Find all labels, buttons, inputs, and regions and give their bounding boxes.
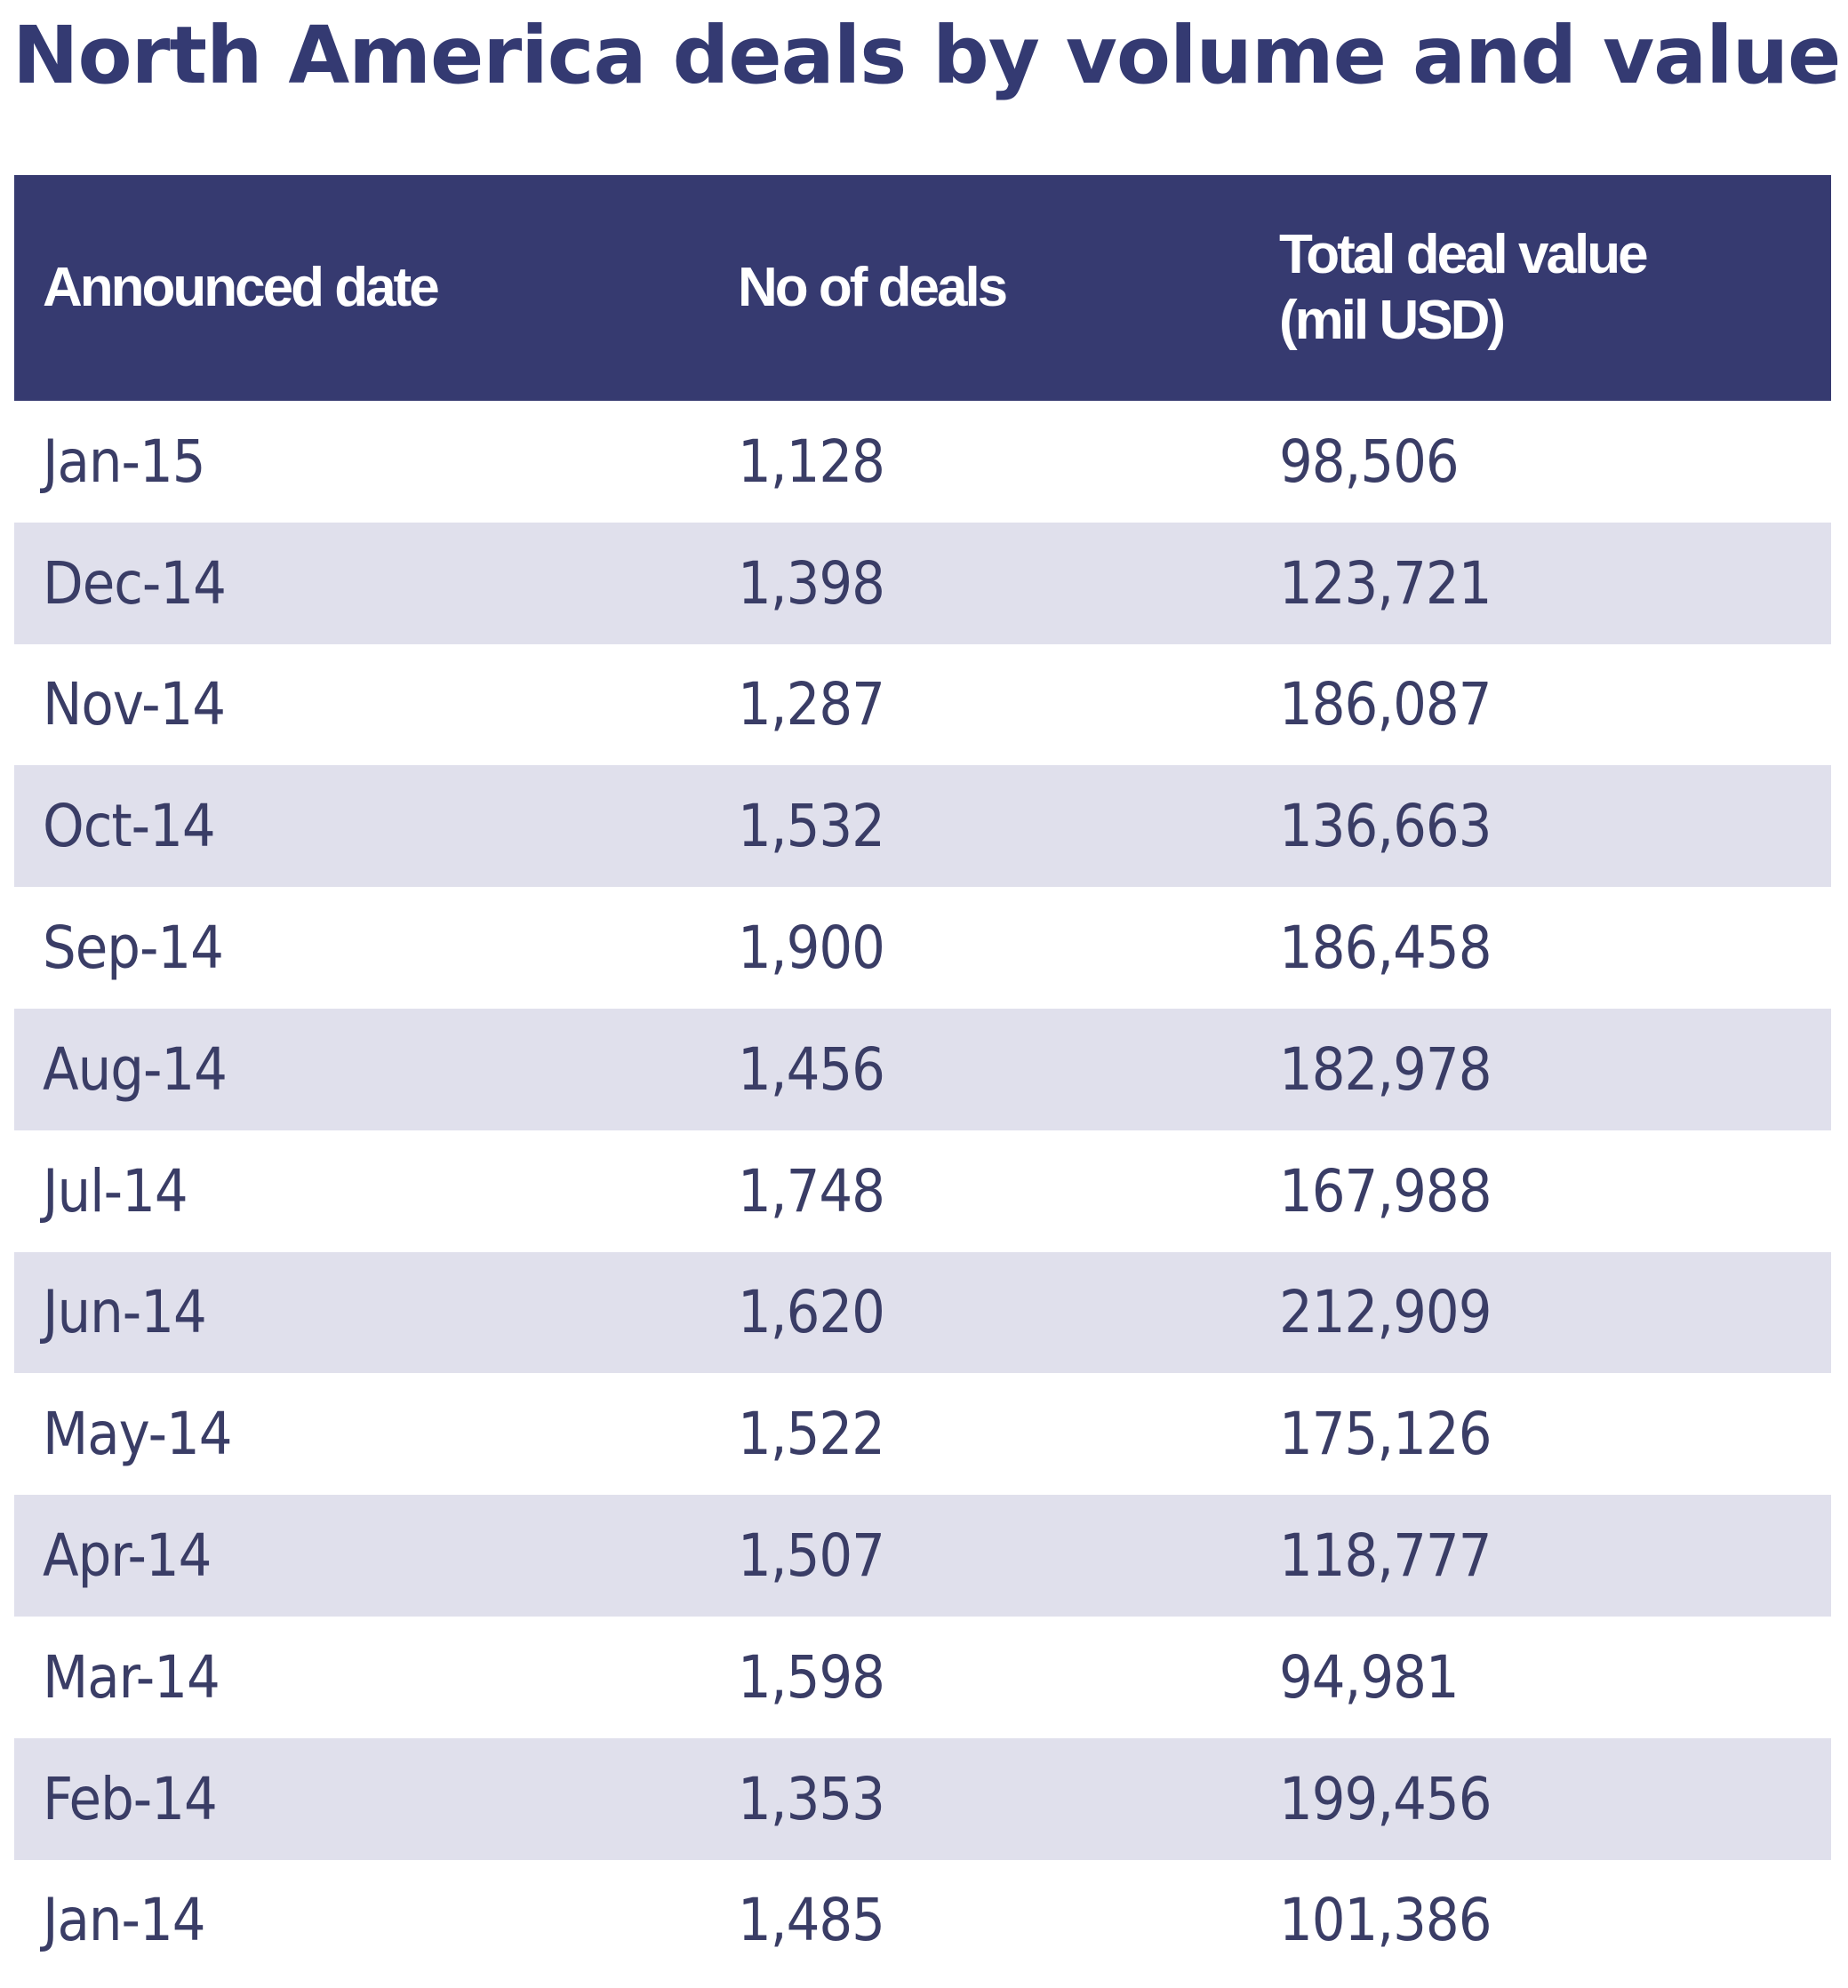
no-of-deals-cell: 1,900 [738, 914, 884, 983]
table-row [14, 1009, 1831, 1130]
no-of-deals-cell: 1,532 [738, 792, 884, 861]
table-row [14, 644, 1831, 766]
table-row [14, 523, 1831, 644]
announced-date-cell: May-14 [43, 1400, 232, 1469]
total-deal-value-cell: 182,978 [1279, 1034, 1492, 1104]
header-no-of-deals [709, 175, 1251, 401]
no-of-deals-cell: 1,748 [738, 1156, 884, 1226]
total-deal-value-cell: 175,126 [1279, 1400, 1492, 1469]
announced-date-cell: Jun-14 [43, 1278, 206, 1347]
table-title: North America deals by volume and value [12, 9, 1841, 101]
table-row [14, 1738, 1831, 1860]
total-deal-value-cell: 118,777 [1279, 1521, 1492, 1591]
table-row [14, 1617, 1831, 1738]
announced-date-cell: Sep-14 [43, 914, 223, 983]
total-deal-value-cell: 199,456 [1279, 1764, 1492, 1833]
announced-date-cell: Oct-14 [43, 792, 215, 861]
total-deal-value-cell: 212,909 [1279, 1278, 1492, 1347]
announced-date-cell: Jan-14 [43, 1886, 205, 1955]
announced-date-cell: Nov-14 [43, 670, 226, 739]
table-row [14, 887, 1831, 1009]
table-row [14, 1130, 1831, 1252]
announced-date-cell: Apr-14 [43, 1521, 212, 1591]
announced-date-cell: Jul-14 [43, 1156, 188, 1226]
table-row [14, 1495, 1831, 1617]
table-row [14, 1252, 1831, 1374]
table-header [14, 175, 1831, 401]
announced-date-cell: Mar-14 [43, 1642, 220, 1712]
total-deal-value-cell: 186,087 [1279, 670, 1492, 739]
table-row [14, 765, 1831, 887]
total-deal-value-cell: 186,458 [1279, 914, 1492, 983]
header-line: No of deals [738, 256, 1006, 318]
no-of-deals-cell: 1,522 [738, 1400, 884, 1469]
announced-date-cell: Dec-14 [43, 548, 226, 618]
announced-date-cell: Jan-15 [43, 427, 205, 496]
no-of-deals-cell: 1,398 [738, 548, 884, 618]
no-of-deals-cell: 1,598 [738, 1642, 884, 1712]
total-deal-value-cell: 136,663 [1279, 792, 1492, 861]
table-body [14, 401, 1831, 1981]
no-of-deals-cell: 1,485 [738, 1886, 884, 1955]
total-deal-value-cell: 101,386 [1279, 1886, 1492, 1955]
table-row [14, 401, 1831, 523]
no-of-deals-cell: 1,128 [738, 427, 884, 496]
header-announced-date [14, 175, 709, 401]
header-row [14, 175, 1831, 401]
total-deal-value-cell: 123,721 [1279, 548, 1492, 618]
total-deal-value-cell: 167,988 [1279, 1156, 1492, 1226]
total-deal-value-cell: 94,981 [1279, 1642, 1459, 1712]
header-line: (mil USD) [1279, 290, 1503, 351]
header-line: Announced date [43, 256, 437, 318]
no-of-deals-cell: 1,353 [738, 1764, 884, 1833]
no-of-deals-cell: 1,507 [738, 1521, 884, 1591]
deals-table [14, 175, 1831, 1981]
header-total-deal-value [1251, 175, 1831, 401]
no-of-deals-cell: 1,620 [738, 1278, 884, 1347]
announced-date-cell: Aug-14 [43, 1034, 227, 1104]
no-of-deals-cell: 1,456 [738, 1034, 884, 1104]
table-row [14, 1373, 1831, 1495]
table-row [14, 1860, 1831, 1982]
announced-date-cell: Feb-14 [43, 1764, 217, 1833]
no-of-deals-cell: 1,287 [738, 670, 884, 739]
header-line: Total deal value [1279, 223, 1646, 285]
total-deal-value-cell: 98,506 [1279, 427, 1459, 496]
